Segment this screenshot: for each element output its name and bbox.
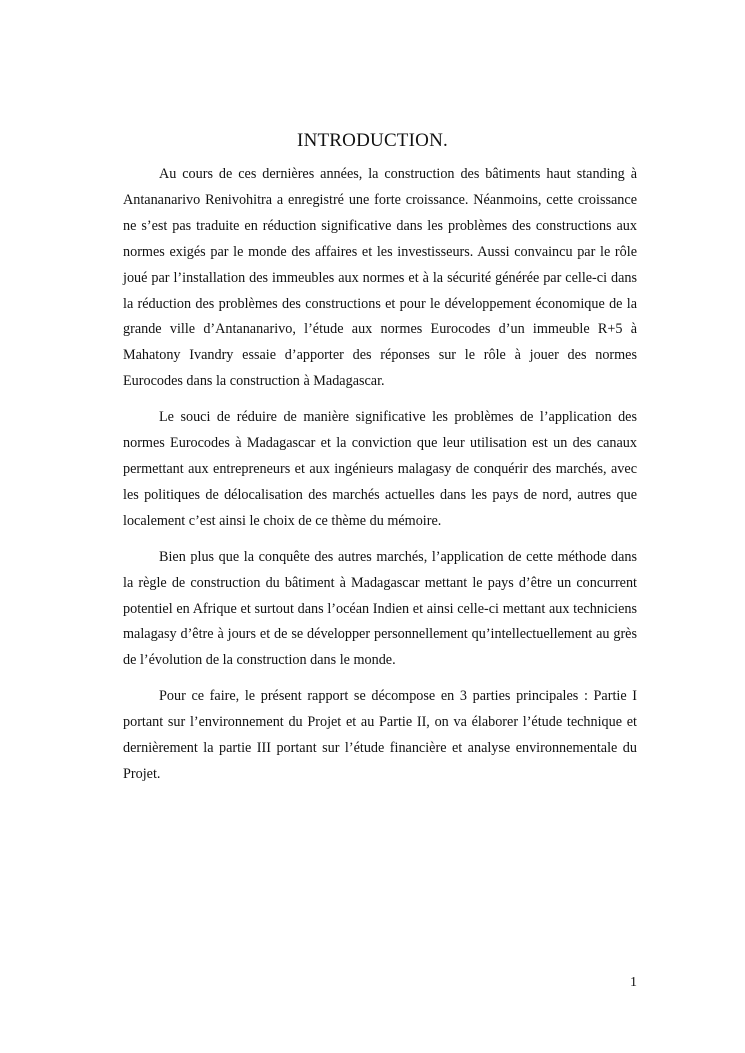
body-text bbox=[123, 162, 637, 798]
page-number: 1 bbox=[630, 975, 637, 990]
paragraph-4: Pour ce faire, le présent rapport se décompose en 3 parties principales : Partie I portant sur l’environnement du Projet et au Partie II, on va élaborer l’étude technique et dernièrement la partie III portant sur l’étude financière et analyse environnementale du Projet. bbox=[123, 688, 637, 782]
paragraph-2: Le souci de réduire de manière significative les problèmes de l’application des normes Eurocodes à Madagascar et la conviction que leur utilisation est un des canaux permettant aux entrepreneurs et aux ingénieurs malagasy de conquérir des marchés, avec les politiques de délocalisation des marchés actuelles dans les pays de nord, autres que localement c’est ainsi le choix de ce thème du mémoire. bbox=[123, 409, 637, 529]
paragraph-3: Bien plus que la conquête des autres marchés, l’application de cette méthode dans la règle de construction du bâtiment à Madagascar mettant le pays d’être un concurrent potentiel en Afrique et surtout dans l’océan Indien et ainsi celle-ci mettant aux techniciens malagasy d’être à jours et de se développer personnellement qu’intellectuellement au grès de l’évolution de la construction dans le monde. bbox=[123, 548, 637, 669]
paragraph-1: Au cours de ces dernières années, la construction des bâtiments haut standing à Antananarivo Renivohitra a enregistré une forte croissance. Néanmoins, cette croissance ne s’est pas traduite en réduction significative dans les problèmes des constructions aux normes exigés par le monde des affaires et les investisseurs. Aussi convaincu par le rôle joué par l’installation des immeubles aux normes et à la sécurité générée par celle-ci dans la réduction des problèmes des constructions et pour le développement économique de la grande ville d’Antananarivo, l’étude aux normes Eurocodes d’un immeuble R+5 à Mahatony Ivandry essaie d’apporter des réponses sur le rôle à jouer des normes Eurocodes dans la construction à Madagascar. bbox=[123, 166, 637, 390]
page-title: INTRODUCTION. bbox=[297, 130, 448, 151]
